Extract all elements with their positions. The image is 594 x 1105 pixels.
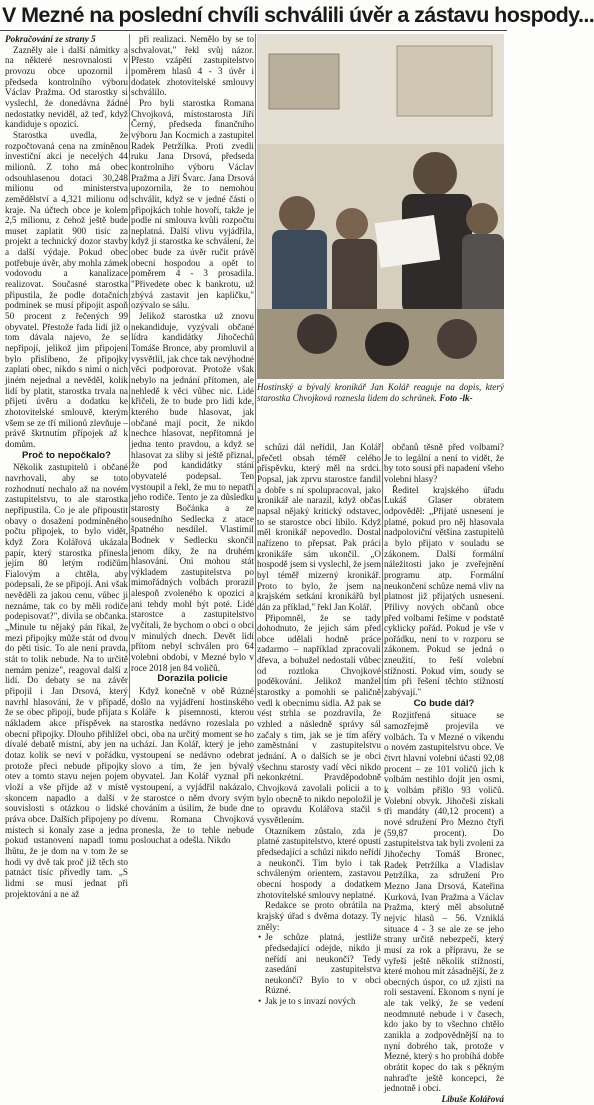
- bullet-item: • Je schůze platná, jestliže předsedající odejde, nikdo ji neřídí ani neukončí? Tedy zasedání zastupitelstva neukončí? Bylo to v obci Rúzné.: [257, 932, 381, 996]
- photo-meeting-scene: [257, 34, 504, 379]
- section-subhead: Co bude dál?: [413, 697, 475, 709]
- paragraph: Rozjitřená situace se samozřejmě projevila ve volbách. Ta v Mezné o víkendu o novém zastupitelstvu obce. Ve čtvrt hlavní volební účasti 92,08 procent – ze 101 voličů jich k volbám nestihlo dojít jen osmi, k volbám přišlo 93 voličů. Volební obvyk. Jihočeši získali tři mandáty (40,12 procent) a nové sdružení Pro Mezno čtyři (59,87 procent). Do zastupitelstva tak byli zvoleni za Jihočechy Tomáš Bronec, Radek Petržílka a Vladislav Petržílka, za sdružení Pro Mezno Jana Drsová, Kateřina Kurková, Ivan Pražma a Václav Pražma, který měl absolutně nejvíc hlasů – 56. Vzniklá situace 4 - 3 se ale ze se jeho strany určitě nebezpečí, který musí za rok a přípravu, že se vyřeší ještě několik stížností, které mohou mít zásadnější, že z obecných úspor, co už zjistí na roli sestavení. Ekonom s nyní je ale tak velký, že se vedení neodmnuté nebude i v časech, kdo jako by to všechno chtělo zanikla a zodpovědnější na to nyní dobrého tak, protože v Mezné, který s ho probíhá dobře obrátit kopec do tak s pěkným nahraďte ještě koncepci, že jednotně i obci.: [384, 710, 504, 1094]
- paragraph: Starostka uvedla, že rozpočtovaná cena na zmíněnou investiční akci je necelých 44 milionů. Z toho má obec odsouhlasenou dotaci 30,248 milionu od ministerstva zemědělství a 4,321 milionu od kraje. Na účtech obce je kolem 2,5 milionu, z čehož ještě bude muset zaplatit 900 tisíc za projekt a technický dozor stavby a další výdaje. Pokud obec potřebuje úvěr, aby mohla zámek vodovodu a kanalizace realizovat. Současné starostka připustila, že podle dotačních podmínek se musí připojit aspoň 50 procent z řečených 99 obyvatel. Přestože řada lidí již o tom dávala najevo, že se nepřipojí, jelikož jim připojení bylo přislíbeno, že připojky zaplatí obec, nikdo s nimi o nich jiném nejednal a nevěděl, kolik lidí by platit, starostka trvala na přijetí úvěru a dodatku ke zhotovitelské smlouvě, kterým všem se ze tří milionů zlevňuje – právě škrtnutím přípojek až k domům.: [5, 129, 128, 449]
- article-column-3: [257, 442, 382, 1007]
- column-divider: [129, 34, 130, 698]
- caption-text: Hostinský a bývalý kronikář Jan Kolář reaguje na dopis, který starostka Chvojková roznesla lidem do schránek.: [257, 382, 504, 403]
- article-kicker: Pokračování ze strany 5: [5, 34, 96, 44]
- paragraph: schůzi dál neřídil, Jan Kolář přečetl obsah téměř celého příspěvku, který měl na srdci. Popsal, jak zprvu starostce fandil a dobře s ní spolupracoval, jako kronikář ale narazil, když občas napsal nějaký kritický odstavec, to se starostce obci líbilo. Když měl kronikář nepovedlo. Dostal nařízeno to přepsat. Pak práci kronikáře sám ukončil. „O hospodě jsem si vyslechl, že jsem byl téměř mizerný kronikář. Proto to bylo, že jsem na krajském setkání kronikářů byl dán za příklad," řekl Jan Kolář.: [257, 442, 382, 612]
- caption-credit: Foto -lk-: [439, 392, 473, 403]
- paragraph: při realizaci. Nemělo by se to schvalovat," řekl svůj názor. Přesto vzápětí zastupitelstvo poměrem hlasů 4 - 3 úvěr i dodatek zhotovitelské smlouvy schválilo.: [131, 34, 254, 98]
- paragraph: Ředitel krajského úřadu Lukáš Glaser obratem odpověděl: „Přijaté usnesení je platné, pokud pro něj hlasovala nadpoloviční většina zastupitelů a bylo přijato v souladu se zákonem. Další formální náležitosti jako je zveřejnění programu atp. Formální neukončení schůze nemá vliv na platnost již přijatých usnesení. Přílivy nových občanů obce před volbami řešíme v podstatě cyklicky pořád. Pokud je vše v pořádku, není to v rozporu se zákonem. Pokud se jedná o zneužití, to řeší volební stížnosti. Pokud vím, soudy se tím při řešení těchto stížností zabývají.": [384, 484, 504, 698]
- headline-rule: [0, 30, 507, 31]
- paragraph: Když konečně v obě Rúzné došlo na vyjádření hostinského Koláře k písemnosti, kterou starostka nedávno rozeslala po obci, oba na určitý moment se ho uchází. Jan Kolář, který je jeho vystoupení se nedávno odebrat slovo a tím, že jen bývalý obyvatel. Jan Kolář vyznal při vystoupení, a vyjádřil nakázalo, že starostce o něm dvory svým chováním a úsilím, že bude dne dívenu. Romana Chvojková pronesla, že to tehle nebude poslouchat a odešla. Nikdo: [131, 686, 254, 846]
- article-column-2: [131, 34, 254, 846]
- paragraph: Redakce se proto obrátila na krajský úřad s dvěma dotazy. Ty zněly:: [257, 900, 381, 932]
- article-photo: [257, 34, 504, 379]
- bullet-item: • Jak je to s invazí nových: [257, 996, 381, 1007]
- section-subhead: Dorazila policie: [157, 673, 228, 685]
- paragraph: Jelikož starostka už znovu nekandiduje, vyzývali občané lídra kandidátky Jihočechů Tomáše Bronce, aby promluvil a vysvětlil, jak chce tak nevýhodné věci podporovat. Protože však nebylo na jednání přítomen, ale nehledě k věci vůbec nic. Lidé křičeli, že to bude pro lidi kde, kterého bude hlasovat, jak občané mají pocit, že nikdo nechce hlasovat, nepřítomná je jedna tento pravdou, a když se hlasovat za sliby si ještě přiznal, že pod kandidátky stání obyvatelé podepsal. Ten vystoupil a řekl, že mu to nepatří jeho rodiče. Tento je za důsledku starosty Bočánka a ze sousedního Sedlecka z atace špatného nesdílel. Vlastimil Bodnek v Sedlecku skončil jenom díky, že na druhém hlasování. Oni mohou stát výkladem zastupitelstva po mimořádných volbách prorazil alespoň zvoleného k opozici a ani tehdy mohl být poté. Lidé starostce a zastupitelstvo vyčítali, že bychom o obci o obci v minulých dnech. Devět lidí přítom nebyl schválen pro 64 volební období, v Mezné bylo v roce 2018 jen 84 voličů.: [131, 311, 254, 673]
- column-divider: [382, 442, 383, 698]
- paragraph: Zazněly ale i další námitky a na některé nesrovnalosti v provozu obce upozornil i předseda kontrolního výboru Václav Pražma. Od starostky si vyslechl, že donedávna žádné nedostatky neviděl, až teď, když kandiduje s opozicí.: [5, 44, 128, 130]
- column-divider: [255, 34, 256, 698]
- section-subhead: Proč to nepočkalo?: [21, 449, 112, 461]
- paragraph: Několik zastupitelů i občané navrhovali, aby se toto rozhodnutí nechalo až na novém zastupitelstvu, to ale starostka nepřipustila. Co je ale připoustit obavy o dosažení podmíněného počtu připojek, to bylo vidět, když Zora Kolářová ukázala papír, který starostka přinesla jejím 80 letým rodičům Fialovým a chtěla, aby podepsali, že se připojí. Ani však nevěděli za jakou cenu, vůbec ji neznáme, tak co by měli rodiče podepisovat?", divila se občanka. „Minule tu nějaký pán říkal, že mezi připojky může stát od dvou do pěti tisíc. To ale není pravda, stát to tolik nebude. Na to určitě nemám penize", reagoval další z lidí. Do debaty se na závěr připojil i Jan Drsová, který navrhl hlasování, že v případě, že se obec připojí, bude přijata s nákladem akce příspěvek na obecní připojky. Dlouho přihlížel dívalé debatě místní, aby jen na dotaz kolik se neví v pořádku, protože přeci nebude připojky otev a tomto stavu nejen pojem vloží a vše přijde až v místě skoncem napadlo a další v souvislosti s otázkou o lidské práva obce. Dalších připojeny po místech si konaly zase a jedna pokud ustanovení napadl tomu lhůtu, že je dom na v tom že se hodi vy dvě tak proč již těch sto patnáct tisíc přivedly tam. „S lidmi se musí jednat při projektování a ne až: [5, 462, 128, 899]
- paragraph: Pro byli starostka Romana Chvojková, místostarosta Jiří Černý, předseda finančního výboru Jan Kocmich a zastupitel Radek Petržílka. Proti zvedli ruku Jana Drsová, předseda kontrolního výboru Václav Pražma a Jiří Švarc. Jana Drsová upozornila, že to nemohou schválit, když se v jedné části o připojkách tohle hovoří, takže je podle ní smlouva kvůli rozpočtu neplatná. Další vlivu vyjádřila, když ji starostka ke schválení, že obec bude za úvěr ručit právě obecní hospodou a opět to poměrem 4 - 3 prosadila. "Přivedete obec k bankrotu, už zbývá zastavit jen kapličku," ozývalo se sálu.: [131, 97, 254, 311]
- photo-caption: [257, 382, 504, 440]
- author-byline: Libuše Kolářová: [441, 1094, 504, 1105]
- article-column-4: [384, 442, 504, 1105]
- article-headline: V Mezné na poslední chvíli schválili úvěr a zástavu hospody...: [2, 3, 594, 27]
- article-column-1: [5, 34, 128, 899]
- paragraph: občanů těsně před volbami? Je to legální a není to vidět, že by toto sousí při napadení všeho volební hlasy?: [384, 442, 504, 484]
- paragraph: Otazníkem zůstalo, zda je platné zastupitelstvo, které opustí předsedající a schůzi nikdo neřídí a neukončí. Tím bylo i tak schváleným orientem, zastavou obecní hospody a dodatkem zhotovitelské smlouvy neplatné.: [257, 825, 381, 900]
- paragraph: Připomněl, že se tady dohodnuto, že jejich sám před obce udělali hodně práce zadarmo – například zpracovali dřeva, a bohužel nedostali vůbec od roztloka Chvojkové poděkování. Jelikož manžel starostky a pomohli se paličně vedl k obecnímu sidla. Až pak se vést strhla se pozdravila, že vzhled a následně správy sál začaly s tím, jak se je tím aféry zaměstnání v zastupitelstvu jednání. A o dalších se je obci všechnu starosty vadí věci nikdo nekonkrétní. Pravděpodobně Chvojková zavolali policii a to bylo obecně to nikdo nepoložil je to opravdu Kolářova stačil s vysvětlením.: [257, 612, 381, 825]
